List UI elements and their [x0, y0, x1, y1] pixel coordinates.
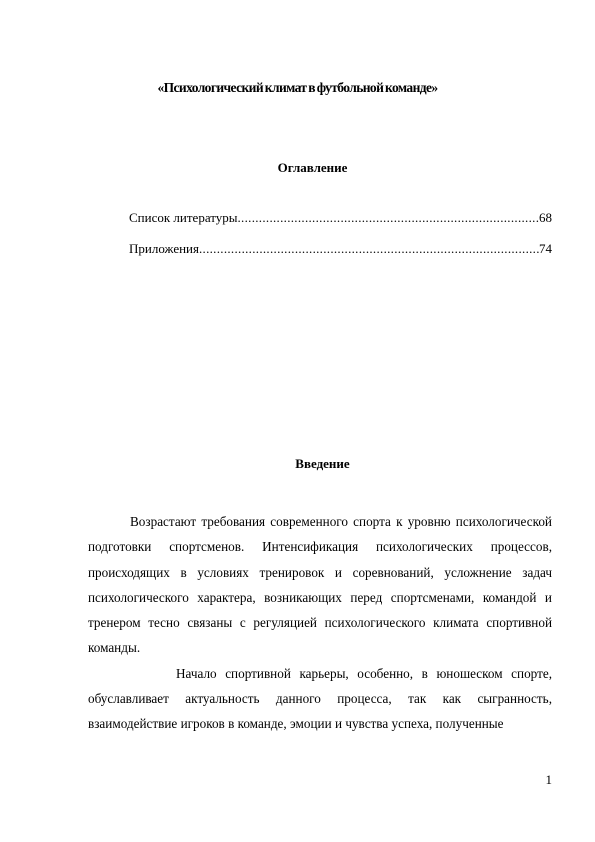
introduction-body: [88, 509, 552, 737]
document-title: «Психологический климат в футбольной команде»: [157, 80, 438, 95]
page-number: 1: [545, 772, 552, 787]
toc-dot-leader: [238, 210, 540, 226]
toc-dot-leader: [199, 241, 539, 257]
body-paragraph: Возрастают требования современного спорта к уровню психологической подготовки спортсменов. Интенсификация психологических процессов, происходящих в условиях тренировок и соревнований, усложнение задач психологического характера, возникающих перед спортсменами, командой и тренером тесно связаны с регуляцией психологического климата спортивной команды.: [88, 514, 552, 656]
toc-entry: [129, 241, 552, 257]
toc-entry-page: 68: [539, 210, 552, 225]
body-paragraph: Начало спортивной карьеры, особенно, в юношеском спорте, обуславливает актуальность данного процесса, так как сыгранность, взаимодействие игроков в команде, эмоции и чувства успеха, полученные: [88, 665, 552, 732]
toc-entry: [129, 210, 552, 226]
toc-heading: Оглавление: [277, 160, 348, 175]
section-heading-introduction: Введение: [295, 456, 350, 471]
toc-entry-label: Список литературы: [129, 210, 238, 225]
toc-entry-page: 74: [539, 241, 552, 256]
toc-entry-label: Приложения: [129, 241, 199, 256]
